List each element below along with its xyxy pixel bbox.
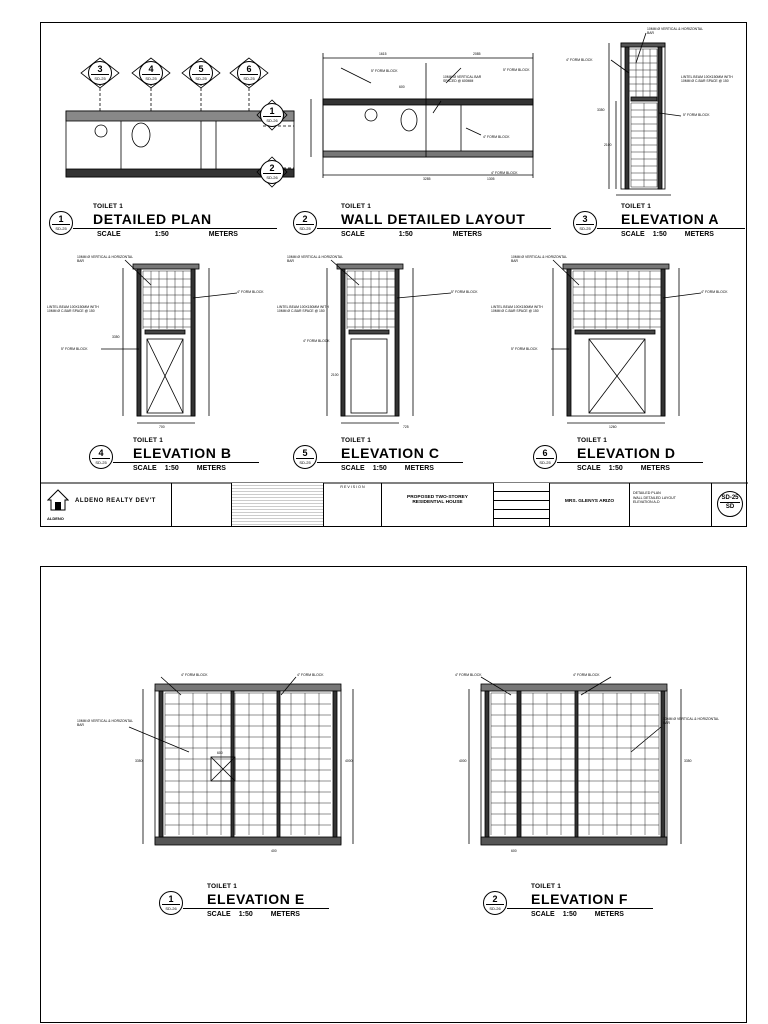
dim-1305: 1305 [487,177,495,181]
note-form-block-5-eb: 5" FORM BLOCK [61,347,88,351]
note-form-block-4-ec: 4" FORM BLOCK [303,339,330,343]
drawing-title-elevation-e: 1 SD-26 TOILET 1 ELEVATION E SCALE 1:50 METERS [159,879,331,923]
section-marker-2[interactable]: 2 SD-26 [260,160,284,184]
note-form-block-5-wdl: 5" FORM BLOCK [371,69,398,73]
note-form-block-4-eb: 4" FORM BLOCK [237,290,264,294]
dim-4000-ee: 4000 [345,759,353,763]
house-logo-icon [47,488,69,512]
section-marker-3[interactable]: 3 SD-25 [88,61,112,85]
dim-1615: 1615 [379,52,387,56]
drawing-number-bubble[interactable]: 3 SD-25 [573,211,597,235]
dim-400-ee: 400 [271,849,277,853]
drawing-title-elevation-b: 4 SD-25 TOILET 1 ELEVATION B SCALE 1:50 METERS [89,433,261,477]
drawing-title-elevation-a: 3 SD-25 TOILET 1 ELEVATION A SCALE 1:50 METERS [573,199,745,243]
dim-3350-eb: 3350 [112,335,120,339]
dim-3350-ef: 3350 [684,759,692,763]
dim-600-ef: 600 [511,849,517,853]
section-marker-5[interactable]: 5 SD-25 [189,61,213,85]
drawing-number-bubble[interactable]: 2 SD-25 [293,211,317,235]
dim-1260-ed: 1260 [609,425,617,429]
company-logo: ALDENO [47,488,69,520]
section-marker-1[interactable]: 1 SD-26 [260,103,284,127]
owner-name: MRS. GLENYS ARIZO [564,499,615,504]
project-name: PROPOSED TWO-STOREY RESIDENTIAL HOUSE [407,495,468,505]
note-lintel-ea: LINTEL BEAM 100X150MM WITH 10MM Ø C-BAR SPACE @ 150 [681,75,733,83]
drawing-number-bubble[interactable]: 6 SD-25 [533,445,557,469]
note-vbar-eb: 10MM Ø VERTICAL & HORIZONTAL BAR [77,255,133,263]
sheet-number: SD-25 SD [717,491,743,517]
dim-4000-ef: 4000 [459,759,467,763]
note-vbar-ed: 10MM Ø VERTICAL & HORIZONTAL BAR [511,255,567,263]
sheet-content-1: DETAILED PLAN [633,491,661,495]
note-form-block-4-ea: 4" FORM BLOCK [566,58,593,62]
sheet-content-3: ELEVATION A-D [633,500,660,504]
note-form-block-4-ed: 4" FORM BLOCK [701,290,728,294]
dim-2100-ec: 2100 [331,373,339,377]
note-form-block-5-ea: 5" FORM BLOCK [683,113,710,117]
drawing-number-bubble[interactable]: 1 SD-26 [159,891,183,915]
section-marker-4[interactable]: 4 SD-25 [139,61,163,85]
note-form-block-5-ed: 5" FORM BLOCK [511,347,538,351]
drawing-title-wall-detailed-layout: 2 SD-25 TOILET 1 WALL DETAILED LAYOUT SCALE 1:50 METERS [293,199,553,243]
note-form-block-4-ef-a: 4" FORM BLOCK [455,673,482,677]
note-vbar-ea: 10MM Ø VERTICAL & HORIZONTAL BAR [647,27,703,35]
section-marker-6[interactable]: 6 SD-25 [237,61,261,85]
dim-600-ee: 600 [217,751,223,755]
dim-3285: 3285 [423,177,431,181]
drawing-title-detailed-plan: 1 SD-25 TOILET 1 DETAILED PLAN SCALE 1:50 METERS [49,199,289,243]
note-form-block-5-ec: 5" FORM BLOCK [451,290,478,294]
revision-header: R E V I S I O N [323,483,381,526]
dim-600: 600 [399,85,405,89]
note-vbar-ef: 10MM Ø VERTICAL & HORIZONTAL BAR [663,717,719,725]
note-form-block-4-wdl-b: 4" FORM BLOCK [491,171,518,175]
sheet-content-2: WALL DETAILED LAYOUT [633,495,676,500]
note-form-block-5-wdl-b: 5" FORM BLOCK [503,68,530,72]
note-vbar-ec: 10MM Ø VERTICAL & HORIZONTAL BAR [287,255,343,263]
drawing-number-bubble[interactable]: 4 SD-25 [89,445,113,469]
note-form-block-4-ef-b: 4" FORM BLOCK [573,673,600,677]
drawing-title-elevation-c: 5 SD-25 TOILET 1 ELEVATION C SCALE 1:50 METERS [293,433,465,477]
drawing-number-bubble[interactable]: 1 SD-25 [49,211,73,235]
dim-2100-ea: 2100 [604,143,612,147]
dim-3350-ea: 3350 [597,108,605,112]
dim-2085: 2085 [473,52,481,56]
note-lintel-ed: LINTEL BEAM 100X150MM WITH 10MM Ø C-BAR SPACE @ 150 [491,305,543,313]
dim-3350-ee: 3350 [135,759,143,763]
dim-700-eb: 700 [159,425,165,429]
drawing-title-elevation-f: 2 SD-26 TOILET 1 ELEVATION F SCALE 1:50 METERS [483,879,655,923]
note-form-block-4-ee-a: 4" FORM BLOCK [181,673,208,677]
note-form-block-4-wdl: 4" FORM BLOCK [483,135,510,139]
note-lintel-eb: LINTEL BEAM 100X150MM WITH 10MM Ø C-BAR SPACE @ 150 [47,305,99,313]
company-name: ALDENO REALTY DEV'T [75,498,156,504]
drawing-sheet-sd26 [40,566,747,1023]
note-vbar-spaced: 10MM Ø VERTICAL BAR SPACED @ 600MM [443,75,482,83]
dim-725-ec: 725 [403,425,409,429]
drawing-title-elevation-d: 6 SD-25 TOILET 1 ELEVATION D SCALE 1:50 METERS [533,433,705,477]
sheet2-linework [41,567,748,1024]
note-vbar-ee: 10MM Ø VERTICAL & HORIZONTAL BAR [77,719,133,727]
note-lintel-ec: LINTEL BEAM 100X150MM WITH 10MM Ø C-BAR SPACE @ 150 [277,305,329,313]
drawing-number-bubble[interactable]: 2 SD-26 [483,891,507,915]
drawing-sheet-sd25 [40,22,747,527]
drawing-number-bubble[interactable]: 5 SD-25 [293,445,317,469]
note-form-block-4-ee-b: 4" FORM BLOCK [297,673,324,677]
title-block [41,483,746,526]
